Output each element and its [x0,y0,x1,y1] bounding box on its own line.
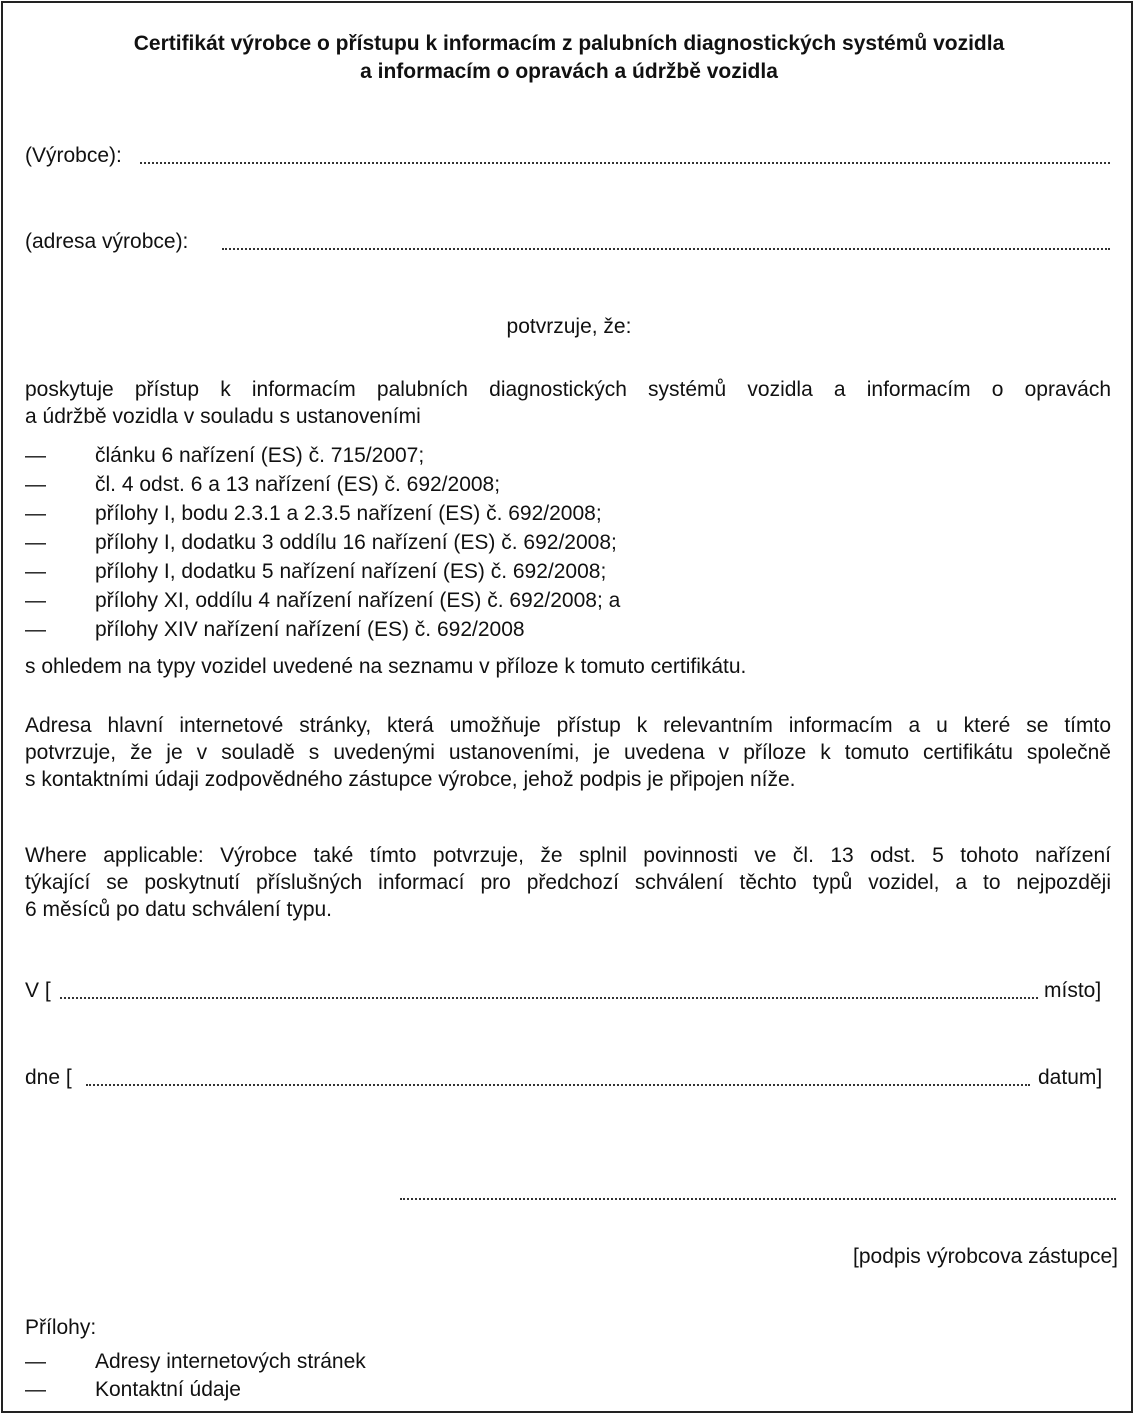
vehicle-types-note: s ohledem na typy vozidel uvedené na seznamu v příloze k tomuto certifikátu. [25,655,747,678]
provision-item: přílohy I, dodatku 5 nařízení nařízení (ES) č. 692/2008; [95,560,607,583]
applicable-paragraph-line-1: Where applicable: Výrobce také tímto potvrzuje, že splnil povinnosti ve čl. 13 odst. 5 tohoto nařízení [25,844,1111,867]
provision-item: čl. 4 odst. 6 a 13 nařízení (ES) č. 692/2008; [95,473,501,496]
applicable-paragraph-line-2: týkající se poskytnutí příslušných informací pro předchozí schválení těchto typů vozidel, a to nejpozději [25,871,1111,894]
manufacturer-label: (Výrobce): [25,144,122,167]
manufacturer-field[interactable] [140,162,1110,164]
provision-dash: — [25,473,46,496]
provision-dash: — [25,444,46,467]
date-prefix: dne [ [25,1066,72,1089]
provision-item: přílohy XI, oddílu 4 nařízení nařízení (ES) č. 692/2008; a [95,589,621,612]
provision-dash: — [25,560,46,583]
attachments-heading: Přílohy: [25,1316,97,1339]
signature-caption: [podpis výrobcova zástupce] [853,1245,1118,1268]
provision-dash: — [25,502,46,525]
signature-field[interactable] [400,1198,1116,1200]
website-paragraph-line-1: Adresa hlavní internetové stránky, která umožňuje přístup k relevantním informacím a u které se tímto [25,714,1111,737]
attachment-dash: — [25,1350,46,1373]
provision-item: přílohy XIV nařízení nařízení (ES) č. 692/2008 [95,618,525,641]
provision-item: článku 6 nařízení (ES) č. 715/2007; [95,444,425,467]
place-prefix: V [ [25,979,51,1002]
attachment-dash: — [25,1378,46,1401]
provision-dash: — [25,589,46,612]
intro-line-1: poskytuje přístup k informacím palubních diagnostických systémů vozidla a informacím o opravách [25,378,1111,401]
date-field[interactable] [86,1084,1030,1086]
applicable-paragraph-line-3: 6 měsíců po datu schválení typu. [25,898,333,921]
provision-dash: — [25,618,46,641]
website-paragraph-line-2: potvrzuje, že je v souladě s uvedenými ustanoveními, je uvedena v příloze k tomuto certifikátu společně [25,741,1111,764]
document-title-line-1: Certifikát výrobce o přístupu k informacím z palubních diagnostických systémů vozidla [133,32,1005,55]
place-field[interactable] [60,997,1038,999]
certificate-frame [1,1,1133,1413]
date-suffix: datum] [1038,1066,1103,1089]
provision-item: přílohy I, dodatku 3 oddílu 16 nařízení (ES) č. 692/2008; [95,531,617,554]
document-title-line-2: a informacím o opravách a údržbě vozidla [360,60,778,83]
manufacturer-address-field[interactable] [222,248,1110,250]
provision-dash: — [25,531,46,554]
confirms-heading: potvrzuje, že: [506,315,632,338]
website-paragraph-line-3: s kontaktními údaji zodpovědného zástupce výrobce, jehož podpis je připojen níže. [25,768,796,791]
provision-item: přílohy I, bodu 2.3.1 a 2.3.5 nařízení (ES) č. 692/2008; [95,502,602,525]
attachment-item: Kontaktní údaje [95,1378,241,1401]
manufacturer-address-label: (adresa výrobce): [25,230,189,253]
place-suffix: místo] [1044,979,1102,1002]
attachment-item: Adresy internetových stránek [95,1350,366,1373]
intro-line-2: a údržbě vozidla v souladu s ustanoveními [25,405,421,428]
